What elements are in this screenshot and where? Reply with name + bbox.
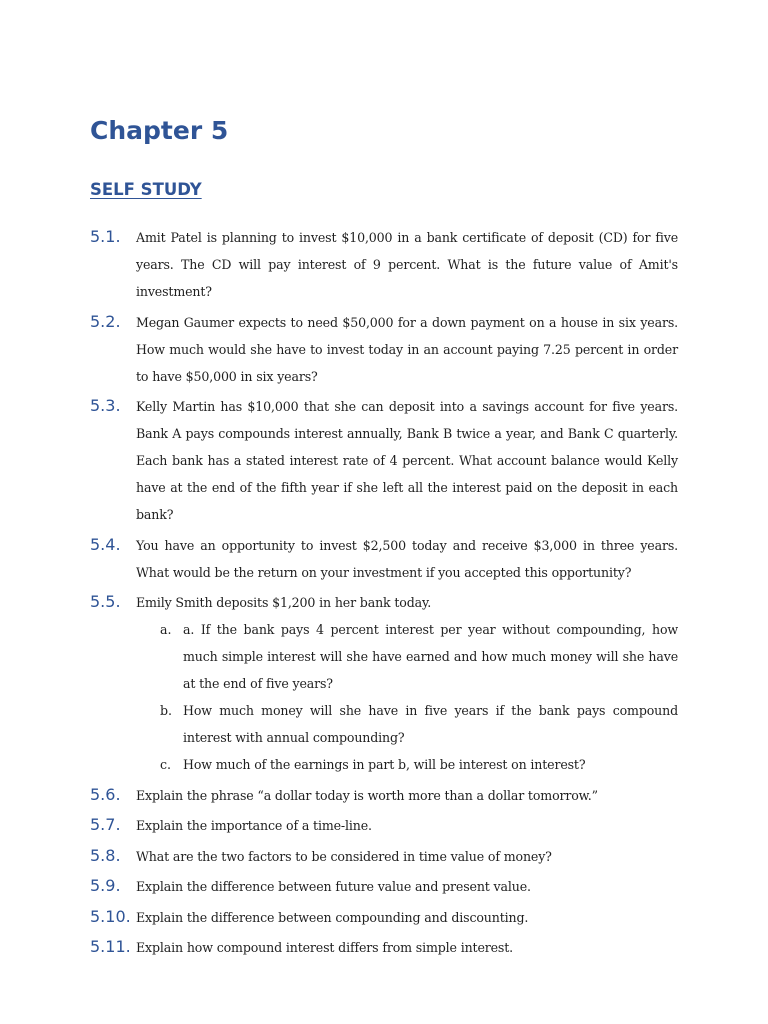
question-item bbox=[90, 904, 678, 931]
question-item bbox=[90, 934, 678, 961]
question-text: Megan Gaumer expects to need $50,000 for a down payment on a house in six years. How much would she have to invest today in an account paying 7.25 percent in order to have $50,000 in six years? bbox=[136, 314, 678, 384]
question-number: 5.7. bbox=[90, 815, 121, 834]
question-number: 5.9. bbox=[90, 876, 121, 895]
sub-question-text: How much money will she have in five years if the bank pays compound interest with annual compounding? bbox=[183, 703, 678, 745]
question-number: 5.6. bbox=[90, 784, 121, 804]
sub-question-list bbox=[136, 616, 678, 778]
question-item bbox=[90, 873, 678, 900]
question-number: 5.8. bbox=[90, 845, 121, 865]
question-item bbox=[90, 393, 678, 528]
question-number: 5.3. bbox=[90, 396, 121, 415]
sub-question-item bbox=[160, 751, 678, 778]
question-text: You have an opportunity to invest $2,500 today and receive $3,000 in three years. What would be the return on your investment if you accepted this opportunity? bbox=[136, 537, 678, 580]
sub-question-marker: a. bbox=[160, 622, 172, 637]
sub-question-text: How much of the earnings in part b, will be interest on interest? bbox=[183, 757, 586, 772]
question-text: Emily Smith deposits $1,200 in her bank today. bbox=[136, 595, 432, 610]
question-text: Explain the phrase “a dollar today is worth more than a dollar tomorrow.” bbox=[136, 787, 598, 803]
sub-question-item bbox=[160, 616, 678, 697]
question-text: Explain the importance of a time-line. bbox=[136, 818, 372, 833]
section-title: SELF STUDY bbox=[90, 180, 202, 199]
question-item bbox=[90, 782, 678, 809]
question-text: Amit Patel is planning to invest $10,000 in a bank certificate of deposit (CD) for five years. The CD will pay interest of 9 percent. What is the future value of Amit's investment? bbox=[136, 230, 678, 299]
question-item bbox=[90, 589, 678, 778]
question-text: Explain the difference between compounding and discounting. bbox=[136, 909, 529, 925]
sub-question-marker: b. bbox=[160, 703, 173, 718]
question-list bbox=[90, 224, 678, 965]
question-text: Kelly Martin has $10,000 that she can deposit into a savings account for five years. Bank A pays compounds interest annually, Bank B twice a year, and Bank C quarterly. Each bank has a stated interest rate of 4 percent. What account balance would Kelly have at the end of the fifth year if she left all the interest paid on the deposit in each bank? bbox=[136, 399, 678, 522]
question-item bbox=[90, 812, 678, 839]
question-item bbox=[90, 532, 678, 586]
question-number: 5.11. bbox=[90, 937, 131, 956]
sub-question-text: a. If the bank pays 4 percent interest per year without compounding, how much simple interest will she have earned and how much money will she have at the end of five years? bbox=[183, 622, 678, 691]
question-text: Explain the difference between future value and present value. bbox=[136, 879, 531, 894]
question-item bbox=[90, 224, 678, 305]
question-item bbox=[90, 309, 678, 390]
question-number: 5.1. bbox=[90, 227, 121, 246]
sub-question-item bbox=[160, 697, 678, 751]
question-text: Explain how compound interest differs from simple interest. bbox=[136, 940, 514, 955]
chapter-title: Chapter 5 bbox=[90, 116, 229, 145]
question-text: What are the two factors to be considered in time value of money? bbox=[136, 848, 552, 864]
question-number: 5.4. bbox=[90, 534, 121, 554]
question-item bbox=[90, 843, 678, 870]
question-number: 5.2. bbox=[90, 311, 121, 331]
question-number: 5.5. bbox=[90, 592, 121, 611]
question-number: 5.10. bbox=[90, 906, 131, 926]
sub-question-marker: c. bbox=[160, 757, 172, 772]
